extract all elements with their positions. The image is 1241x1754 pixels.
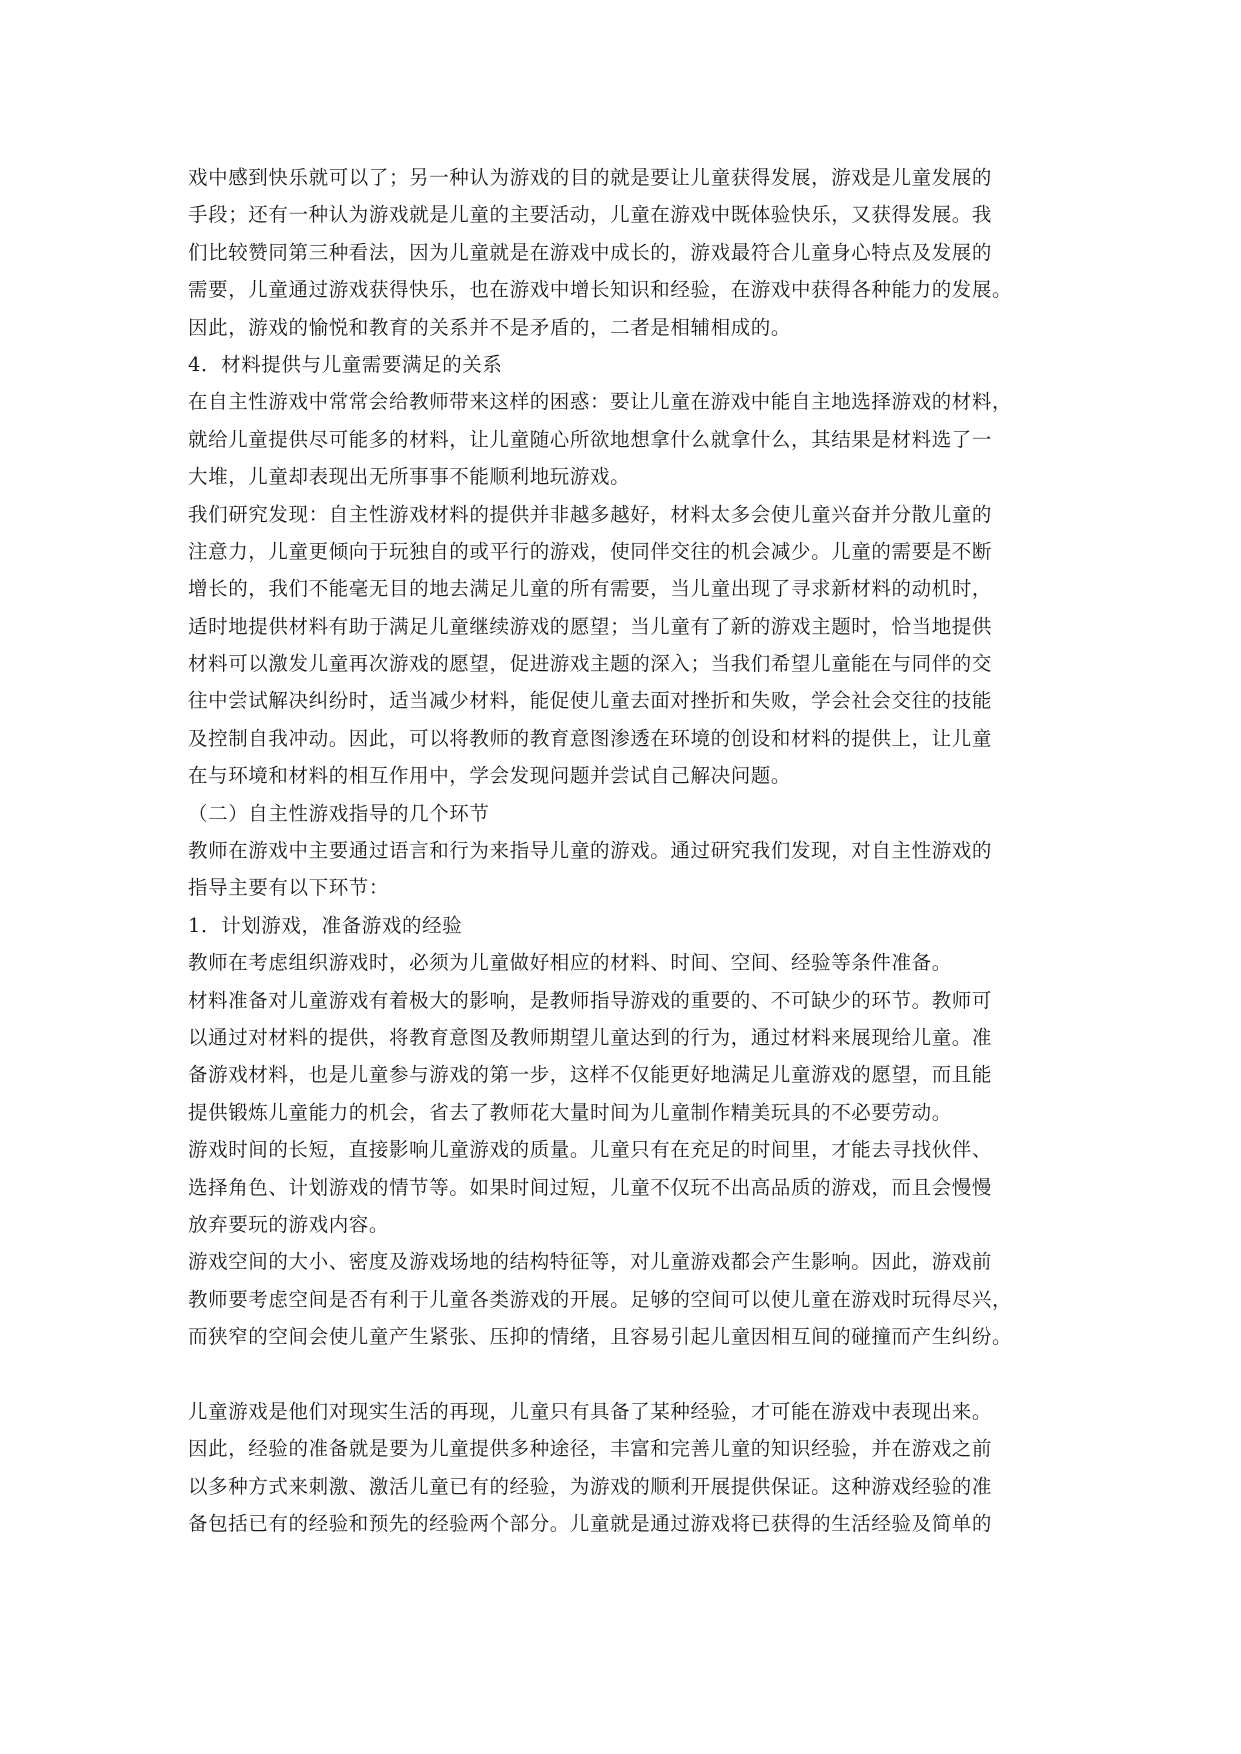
text-line: 材料可以激发儿童再次游戏的愿望，促进游戏主题的深入；当我们希望儿童能在与同伴的交 bbox=[188, 652, 993, 676]
section-heading: 1．计划游戏，准备游戏的经验 bbox=[188, 913, 463, 937]
text-line: 教师要考虑空间是否有利于儿童各类游戏的开展。足够的空间可以使儿童在游戏时玩得尽兴， bbox=[188, 1287, 1013, 1311]
text-line: 注意力，儿童更倾向于玩独自的或平行的游戏，使同伴交往的机会减少。儿童的需要是不断 bbox=[188, 539, 993, 563]
text-line: 以通过对材料的提供，将教育意图及教师期望儿童达到的行为，通过材料来展现给儿童。准 bbox=[188, 1025, 993, 1049]
text-line: 及控制自我冲动。因此，可以将教师的教育意图渗透在环境的创设和材料的提供上，让儿童 bbox=[188, 726, 993, 750]
text-line: 以多种方式来刺激、激活儿童已有的经验，为游戏的顺利开展提供保证。这种游戏经验的准 bbox=[188, 1474, 993, 1498]
text-line: 选择角色、计划游戏的情节等。如果时间过短，儿童不仅玩不出高品质的游戏，而且会慢慢 bbox=[188, 1175, 993, 1199]
text-line: 们比较赞同第三种看法，因为儿童就是在游戏中成长的，游戏最符合儿童身心特点及发展的 bbox=[188, 240, 993, 264]
section-heading: 4．材料提供与儿童需要满足的关系 bbox=[188, 352, 503, 376]
text-line: 需要，儿童通过游戏获得快乐，也在游戏中增长知识和经验，在游戏中获得各种能力的发展。 bbox=[188, 278, 1013, 302]
paragraph-spacer bbox=[188, 1356, 1056, 1393]
text-line: 适时地提供材料有助于满足儿童继续游戏的愿望；当儿童有了新的游戏主题时，恰当地提供 bbox=[188, 614, 993, 638]
text-line: 游戏时间的长短，直接影响儿童游戏的质量。儿童只有在充足的时间里，才能去寻找伙伴、 bbox=[188, 1138, 993, 1162]
text-line: 游戏空间的大小、密度及游戏场地的结构特征等，对儿童游戏都会产生影响。因此，游戏前 bbox=[188, 1250, 993, 1274]
text-line: 指导主要有以下环节： bbox=[188, 876, 390, 900]
text-line: 教师在考虑组织游戏时，必须为儿童做好相应的材料、时间、空间、经验等条件准备。 bbox=[188, 951, 952, 975]
text-line: 因此，经验的准备就是要为儿童提供多种途径，丰富和完善儿童的知识经验，并在游戏之前 bbox=[188, 1437, 993, 1461]
text-line: 我们研究发现：自主性游戏材料的提供并非越多越好，材料太多会使儿童兴奋并分散儿童的 bbox=[188, 502, 993, 526]
text-line: 教师在游戏中主要通过语言和行为来指导儿童的游戏。通过研究我们发现，对自主性游戏的 bbox=[188, 839, 993, 863]
text-line: 提供锻炼儿童能力的机会，省去了教师花大量时间为儿童制作精美玩具的不必要劳动。 bbox=[188, 1100, 952, 1124]
text-line: 材料准备对儿童游戏有着极大的影响，是教师指导游戏的重要的、不可缺少的环节。教师可 bbox=[188, 988, 993, 1012]
text-line: 戏中感到快乐就可以了；另一种认为游戏的目的就是要让儿童获得发展，游戏是儿童发展的 bbox=[188, 166, 993, 189]
text-line: 在与环境和材料的相互作用中，学会发现问题并尝试自己解决问题。 bbox=[188, 764, 792, 788]
text-line: 备游戏材料，也是儿童参与游戏的第一步，这样不仅能更好地满足儿童游戏的愿望，而且能 bbox=[188, 1063, 993, 1087]
text-line: 手段；还有一种认为游戏就是儿童的主要活动，儿童在游戏中既体验快乐，又获得发展。我 bbox=[188, 203, 993, 227]
section-heading: （二）自主性游戏指导的几个环节 bbox=[188, 801, 490, 825]
text-line: 在自主性游戏中常常会给教师带来这样的困惑：要让儿童在游戏中能自主地选择游戏的材料， bbox=[188, 390, 1013, 414]
text-line: 增长的，我们不能毫无目的地去满足儿童的所有需要，当儿童出现了寻求新材料的动机时， bbox=[188, 577, 993, 601]
document-body bbox=[188, 159, 1056, 1542]
text-line: 儿童游戏是他们对现实生活的再现，儿童只有具备了某种经验，才可能在游戏中表现出来。 bbox=[188, 1399, 993, 1423]
text-line: 就给儿童提供尽可能多的材料，让儿童随心所欲地想拿什么就拿什么，其结果是材料选了一 bbox=[188, 427, 993, 451]
text-line: 放弃要玩的游戏内容。 bbox=[188, 1212, 390, 1236]
text-line: 往中尝试解决纠纷时，适当减少材料，能促使儿童去面对挫折和失败，学会社会交往的技能 bbox=[188, 689, 993, 713]
text-line: 大堆，儿童却表现出无所事事不能顺利地玩游戏。 bbox=[188, 465, 631, 489]
text-line: 因此，游戏的愉悦和教育的关系并不是矛盾的，二者是相辅相成的。 bbox=[188, 315, 792, 339]
text-line: 备包括已有的经验和预先的经验两个部分。儿童就是通过游戏将已获得的生活经验及简单的 bbox=[188, 1512, 993, 1536]
text-line: 而狭窄的空间会使儿童产生紧张、压抑的情绪，且容易引起儿童因相互间的碰撞而产生纠纷。 bbox=[188, 1325, 1013, 1349]
